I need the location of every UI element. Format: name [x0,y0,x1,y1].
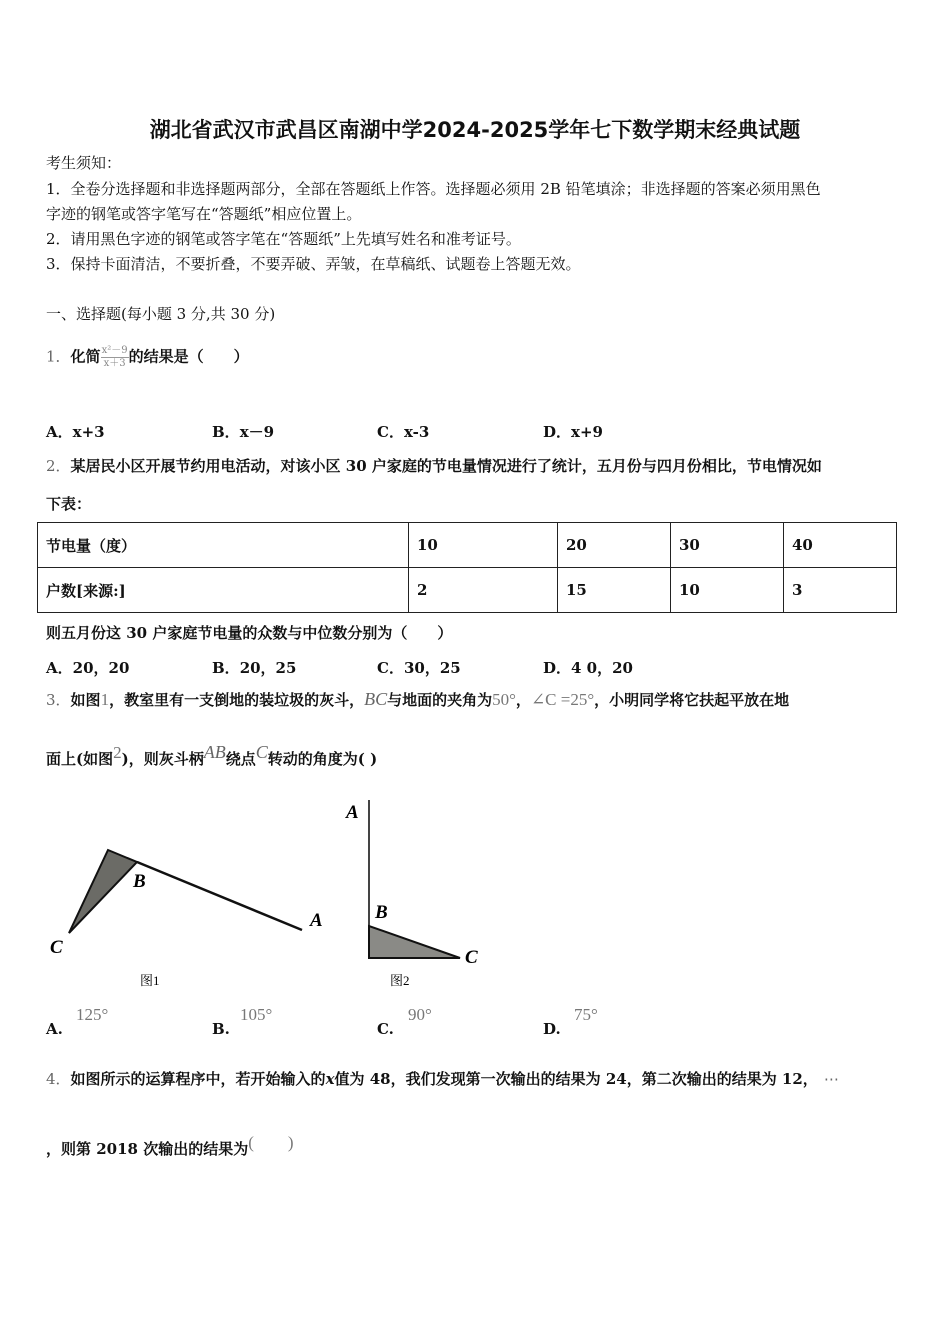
q3-figure-ref: 2 [113,743,122,762]
q2-text-line2: 下表： [46,495,92,513]
figure-1-label-a: A [310,910,323,931]
option-text: x-3 [403,423,430,441]
notice-item-1-cont: 字迹的钢笔或答字笔写在“答题纸”相应位置上。 [46,205,362,223]
notice-item-3: 3．保持卡面清洁，不要折叠，不要弄破、弄皱，在草稿纸、试题卷上答题无效。 [46,255,581,273]
q3-text: ， [515,691,531,709]
option-text: x+3 [72,423,105,441]
q2-text-line1: 某居民小区开展节约用电活动，对该小区 30 户家庭的节电量情况进行了统计，五月份与四月份相比，节电情况如 [70,457,822,475]
table-cell: 10 [671,568,784,613]
table-row-header: 节电量（度） [38,523,409,568]
table-cell: 15 [558,568,671,613]
option-text: 30，25 [403,659,461,677]
question-4-line1 [46,1068,839,1089]
q3-option-a: A. [46,1020,63,1038]
q3-text: )，则灰斗柄 [121,750,204,768]
q4-answer-paren: ( ) [248,1133,294,1152]
table-cell: 40 [784,523,897,568]
question-number: 1． [46,347,71,366]
option-text: x+9 [571,423,603,441]
option-label: D． [543,659,572,677]
table-cell: 10 [409,523,558,568]
q1-suffix: 的结果是（ ） [128,347,249,366]
option-label: C． [377,423,404,441]
question-2 [46,455,822,476]
notice-item-2: 2．请用黑色字迹的钢笔或答字笔在“答题纸”上先填写姓名和准考证号。 [46,230,521,248]
q4-ellipsis: ⋯ [823,1070,839,1088]
figure-1 [40,790,330,1000]
question-number: 4． [46,1070,71,1088]
figure-2-label-a: A [346,802,359,823]
q3-option-d-value: 75° [574,1005,598,1024]
q3-math-angle-c: ∠C =25° [530,690,595,709]
q2-option-d [543,657,633,678]
q1-prefix: 化简 [70,347,101,366]
question-4-line2 [46,1128,294,1159]
q3-text: 如图 [70,691,101,709]
q3-math-c: C [255,742,268,762]
q3-text: 与地面的夹角为 [387,691,493,709]
notice-heading: 考生须知： [46,154,122,172]
q3-option-c-value: 90° [408,1005,432,1024]
option-label: B． [212,423,240,441]
q2-option-c [377,657,461,678]
table-cell: 2 [409,568,558,613]
q2-option-a [46,657,129,678]
option-label: A． [46,423,73,441]
q3-text: 转动的角度为( ) [267,750,378,768]
q3-figure-ref: 1 [100,690,110,709]
question-1 [46,345,249,370]
option-text: 4 0，20 [571,659,633,677]
table-row [38,523,897,568]
q3-text: ，小明同学将它扶起平放在地 [594,691,790,709]
q4-text: 如图所示的运算程序中，若开始输入的 [70,1070,326,1088]
q3-math-ab: AB [203,742,226,762]
option-label: B． [212,659,240,677]
option-label: A． [46,659,73,677]
option-text: x－9 [239,423,275,441]
figure-1-label-c: C [50,937,63,958]
figure-1-label-b: B [133,871,146,892]
table-row [38,568,897,613]
figure-2-caption: 图2 [390,973,410,988]
table-cell: 30 [671,523,784,568]
q3-option-d: D. [543,1020,561,1038]
q2-question: 则五月份这 30 户家庭节电量的众数与中位数分别为（ ） [46,624,453,642]
figure-2 [340,790,510,1000]
table-row-header: 户数[来源:] [38,568,409,613]
fraction-numerator: x²－9 [101,345,128,356]
question-number: 3． [46,691,71,709]
document-title: 湖北省武汉市武昌区南湖中学2024-2025学年七下数学期末经典试题 [149,118,801,142]
q3-option-b-value: 105° [240,1005,273,1024]
question-3-line2 [46,742,377,769]
q3-text: 绕点 [225,750,256,768]
notice-item-1: 1．全卷分选择题和非选择题两部分，全部在答题纸上作答。选择题必须用 2B 铅笔填涂；非选择题的答案必须用黑色 [46,180,821,198]
q1-option-d [543,421,603,442]
table-cell: 20 [558,523,671,568]
q3-math-angle: 50° [492,690,516,709]
q4-text: ，则第 2018 次输出的结果为 [46,1140,249,1158]
option-text: 20，25 [239,659,297,677]
q4-math-x: x [325,1070,335,1088]
q3-option-c: C. [377,1020,394,1038]
data-table [37,522,897,613]
option-label: C． [377,659,404,677]
q1-fraction [101,345,129,370]
q4-text: 值为 48，我们发现第一次输出的结果为 24，第二次输出的结果为 12， [334,1070,818,1088]
q3-option-b: B. [212,1020,230,1038]
q3-math-bc: BC [364,689,388,709]
q1-option-c [377,421,429,442]
fraction-denominator: x＋3 [103,358,126,369]
q3-option-a-value: 125° [76,1005,109,1024]
q1-option-a [46,421,105,442]
option-text: 20，20 [72,659,130,677]
q1-option-b [212,421,274,442]
figure-2-label-b: B [375,902,388,923]
figure-2-label-c: C [465,947,478,968]
q3-text: ，教室里有一支倒地的装垃圾的灰斗， [109,691,365,709]
q3-text: 面上(如图 [46,750,114,768]
question-number: 2． [46,457,71,475]
table-cell: 3 [784,568,897,613]
section-heading: 一、选择题(每小题 3 分,共 30 分) [46,305,276,323]
figure-1-caption: 图1 [140,973,160,988]
option-label: D． [543,423,572,441]
q2-option-b [212,657,296,678]
question-3-line1 [46,689,789,710]
